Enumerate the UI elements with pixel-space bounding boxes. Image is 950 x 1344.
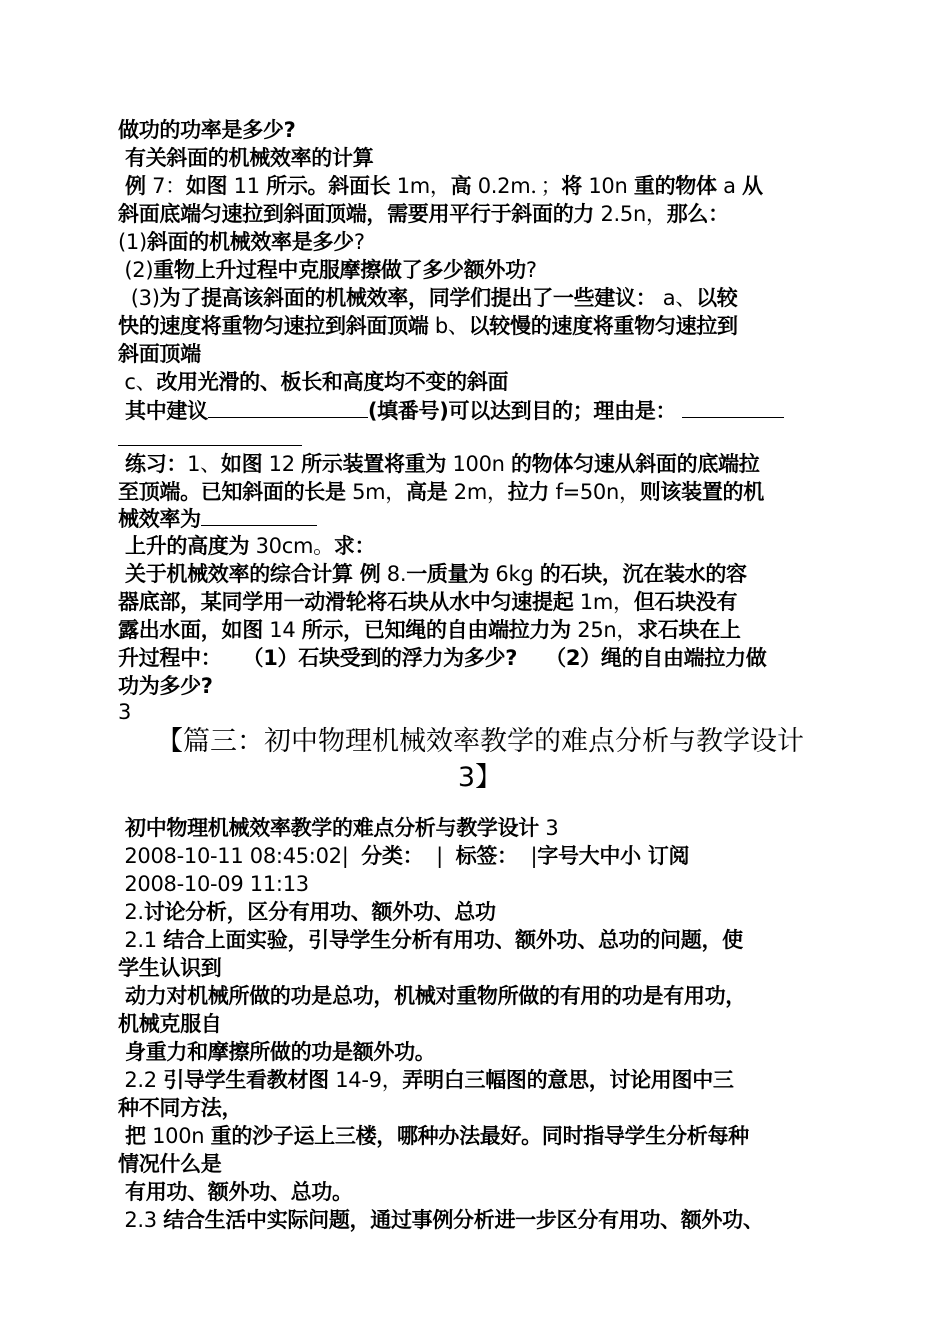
text-run: 2008-10-09 11:13: [118, 872, 309, 896]
text-run: 有关斜面的机械效率的计算: [118, 146, 374, 170]
section-subheading: [118, 144, 373, 172]
text-run: 2m，: [447, 480, 508, 504]
text-run: 为了提高该斜面的机械效率，同学们提出了一些建议：: [159, 286, 657, 310]
article-meta: [118, 842, 689, 870]
text-run: 2008-10-11 08:45:02|: [118, 844, 362, 868]
text-line: [118, 116, 295, 144]
tags-label: 标签：: [455, 844, 518, 868]
text-line: [118, 284, 737, 312]
text-line: [118, 396, 784, 425]
text-run: 1m，: [390, 174, 451, 198]
text-line: [118, 172, 763, 200]
text-run: 2.2: [118, 1068, 164, 1092]
text-run: 有用功、额外功、总功。: [118, 1180, 353, 1204]
text-run: 6kg: [489, 562, 540, 586]
text-run: 7：: [145, 174, 186, 198]
text-run: 至顶端。已知斜面的长是: [118, 480, 346, 504]
text-line: [118, 340, 201, 368]
text-run: 如图: [185, 174, 228, 198]
text-run: 以较: [696, 286, 738, 310]
text-line: [118, 368, 508, 396]
text-run: 100n: [446, 452, 512, 476]
text-run: 快的速度将重物匀速拉到斜面顶端: [118, 314, 429, 338]
text-run: 从: [742, 174, 763, 198]
text-run: 求：: [333, 534, 376, 558]
font-size-subscribe-text: 字号大中小 订阅: [537, 844, 690, 868]
text-line: [118, 1150, 222, 1178]
text-run: 的物体匀速从斜面的底端拉: [511, 452, 760, 476]
text-line: [118, 200, 729, 228]
text-run: (2): [118, 258, 154, 282]
text-run: 8.: [380, 562, 407, 586]
text-line: [118, 1066, 734, 1094]
text-run: a、: [656, 286, 697, 310]
text-line: [118, 228, 365, 256]
text-line: [118, 588, 737, 616]
text-run: 所示装置将重为: [301, 452, 447, 476]
text-run: 改用光滑的、板长和高度均不变的斜面: [156, 370, 509, 394]
text-run: (3): [118, 286, 160, 310]
text-run: 结合生活中实际问题，通过事例分析进一步区分有用功、额外功、: [163, 1208, 764, 1232]
text-run: 则该装置的机: [639, 480, 764, 504]
text-run: 2.3: [118, 1208, 164, 1232]
text-line: [118, 504, 317, 533]
text-run: 拉力: [507, 480, 550, 504]
text-line: [118, 870, 309, 898]
text-run: c、: [118, 370, 157, 394]
text-run: 讨论分析，区分有用功、额外功、总功: [143, 900, 496, 924]
text-run: f=50n，: [549, 480, 640, 504]
text-line: [118, 954, 222, 982]
text-run: 1m，: [573, 590, 634, 614]
text-run: 重的物体: [633, 174, 717, 198]
text-run: 练习：: [118, 452, 188, 476]
text-line: [118, 1122, 749, 1150]
answer-blank: [118, 424, 302, 446]
text-run: 25n，: [570, 618, 638, 642]
text-run: 的石块，沉在装水的容: [539, 562, 747, 586]
text-line: [118, 1038, 436, 1066]
text-run: ?: [525, 258, 537, 282]
text-run: （1）石块受到的浮力为多少? （2）绳的自由端拉力做: [221, 646, 767, 670]
text-run: 斜面顶端: [118, 342, 201, 366]
text-run: 功为多少?: [118, 674, 213, 698]
text-run: 一质量为: [406, 562, 490, 586]
text-run: (填番号)可以达到目的；理由是：: [367, 399, 677, 423]
text-run: 结合上面实验，引导学生分析有用功、额外功、总功的问题，使: [163, 928, 743, 952]
text-run: 重物上升过程中克服摩擦做了多少额外功: [153, 258, 526, 282]
text-run: 所示。斜面长: [266, 174, 391, 198]
section-heading: 【篇三：初中物理机械效率教学的难点分析与教学设计: [156, 726, 804, 757]
text-run: 1、: [187, 452, 221, 476]
text-line: [118, 644, 766, 672]
text-run: 求石块在上: [637, 618, 741, 642]
text-run: 但石块没有: [633, 590, 738, 614]
text-run: 上升的高度为: [118, 534, 250, 558]
category-label: 分类：: [361, 844, 424, 868]
article-title: [118, 814, 558, 842]
text-run: 器底部，某同学用一动滑轮将石块从水中匀速提起: [118, 590, 574, 614]
text-run: 把: [118, 1124, 146, 1148]
text-run: 0.2m．；: [471, 174, 562, 198]
text-run: 例: [118, 174, 146, 198]
text-run: 初中物理机械效率教学的难点分析与教学设计: [118, 816, 540, 840]
text-run: ?: [353, 230, 365, 254]
text-run: a: [716, 174, 743, 198]
text-run: |: [517, 844, 538, 868]
text-run: b、: [428, 314, 469, 338]
text-run: 斜面底端匀速拉到斜面顶端，需要用平行于斜面的力: [118, 202, 595, 226]
text-run: 如图: [220, 452, 263, 476]
text-run: 械效率为: [118, 507, 201, 531]
text-run: 高是: [406, 480, 448, 504]
text-run: 12: [262, 452, 302, 476]
text-run: 高: [450, 174, 472, 198]
text-run: 身重力和摩擦所做的功是额外功。: [118, 1040, 436, 1064]
text-run: 以较慢的速度将重物匀速拉到: [468, 314, 738, 338]
text-line: [118, 532, 375, 560]
text-run: 动力对机械所做的功是总功，机械对重物所做的有用的功是有用功，: [118, 984, 747, 1008]
text-line: [118, 424, 302, 453]
text-run: 2.1: [118, 928, 164, 952]
text-run: 11: [227, 174, 267, 198]
text-run: 3: [539, 816, 559, 840]
text-run: 做功的功率是多少?: [118, 118, 296, 142]
text-line: [118, 1178, 353, 1206]
text-line: [118, 478, 764, 506]
text-run: 引导学生看教材图: [163, 1068, 329, 1092]
text-line: [118, 560, 747, 588]
text-run: 14: [262, 618, 302, 642]
text-run: 机械克服自: [118, 1012, 222, 1036]
text-run: 学生认识到: [118, 956, 222, 980]
text-run: 重的沙子运上三楼，哪种办法最好。同时指导学生分析每种: [210, 1124, 749, 1148]
text-run: 2.5n，: [594, 202, 667, 226]
text-run: (1): [118, 230, 147, 254]
text-line: [118, 982, 746, 1010]
text-run: |: [423, 844, 456, 868]
text-run: 将: [561, 174, 582, 198]
text-line: [118, 1094, 242, 1122]
text-run: 升过程中：: [118, 646, 222, 670]
text-line: [118, 898, 496, 926]
answer-blank: [208, 396, 368, 418]
text-run: 2.: [118, 900, 144, 924]
text-line: [118, 450, 759, 478]
text-run: 30cm。: [249, 534, 334, 558]
section-heading-cont: 3】: [457, 762, 503, 793]
text-run: 其中建议: [118, 399, 208, 423]
text-line: [118, 1010, 222, 1038]
text-run: 斜面的机械效率是多少: [146, 230, 354, 254]
text-line: [118, 672, 213, 700]
text-run: 情况什么是: [118, 1152, 222, 1176]
text-line: [118, 256, 537, 284]
text-run: 露出水面，如图: [118, 618, 263, 642]
answer-blank: [201, 504, 317, 526]
text-run: 100n: [145, 1124, 211, 1148]
text-line: [118, 1206, 764, 1234]
text-line: [118, 616, 741, 644]
page-number: [118, 698, 131, 726]
text-run: 3: [118, 700, 132, 724]
text-run: 14-9，: [328, 1068, 403, 1092]
text-run: 所示，已知绳的自由端拉力为: [301, 618, 571, 642]
text-run: 那么：: [666, 202, 729, 226]
text-line: [118, 312, 738, 340]
text-run: 关于机械效率的综合计算 例: [118, 562, 381, 586]
text-run: 5m，: [345, 480, 406, 504]
text-line: [118, 926, 743, 954]
text-run: 10n: [581, 174, 634, 198]
text-run: 种不同方法，: [118, 1096, 243, 1120]
text-run: 弄明白三幅图的意思，讨论用图中三: [402, 1068, 734, 1092]
answer-blank: [682, 396, 784, 418]
